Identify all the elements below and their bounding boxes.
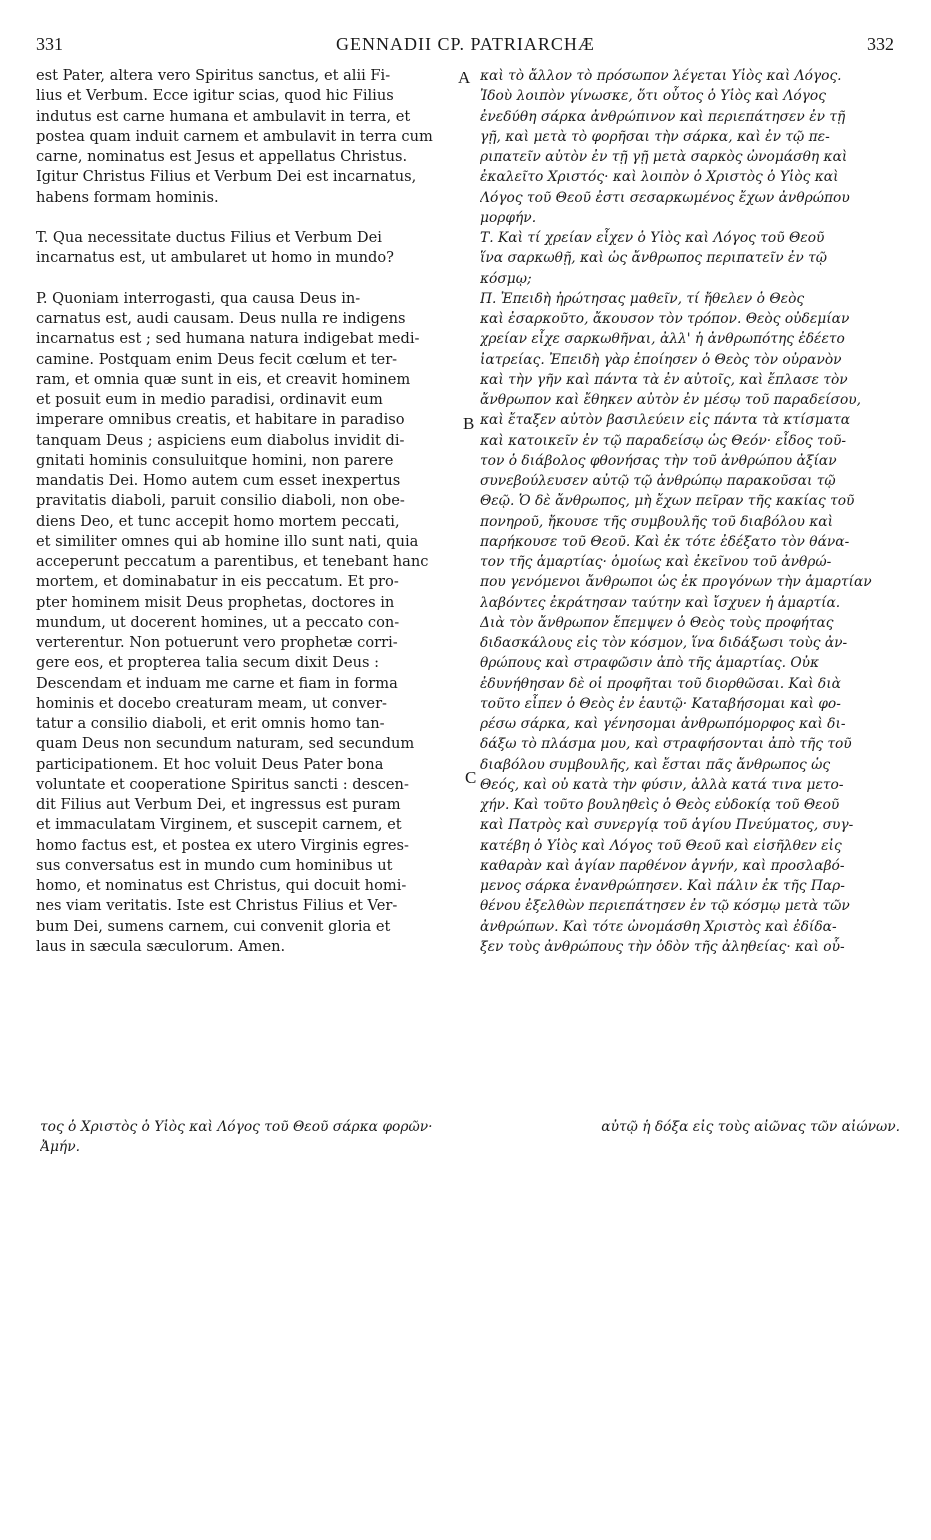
latin-text-line: camine. Postquam enim Deus fecit cœlum et ter- [36, 350, 398, 368]
latin-text-line: carne, nominatus est Jesus et appellatus Christus. [36, 148, 408, 165]
latin-text-line: mortem, et dominabatur in eis peccatum. Et pro- [36, 573, 399, 591]
greek-text-line: ἵνα σαρκωθῇ, καὶ ὡς ἄνθρωπος περιπατεῖν ἐν τῷ [480, 250, 828, 267]
latin-text-line: ram, et omnia quæ sunt in eis, et creavit hominem [36, 370, 411, 388]
latin-text-line: imperare omnibus creatis, et habitare in paradiso [36, 411, 405, 429]
latin-text-line: indutus est carne humana et ambulavit in terra, et [36, 107, 411, 125]
greek-text-line: Θεῷ. Ὁ δὲ ἄνθρωπος, μὴ ἔχων πεῖραν τῆς κακίας τοῦ [480, 493, 855, 510]
bottom-line-left: τος ὁ Χριστὸς ὁ Υἱὸς καὶ Λόγος τοῦ Θεοῦ σάρκα φορῶν· [40, 1119, 433, 1135]
greek-text-line: λαβόντες ἐκράτησαν ταύτην καὶ ἴσχυεν ἡ ἁμαρτία. [480, 594, 841, 611]
greek-text-line: Θεός, καὶ οὐ κατὰ τὴν φύσιν, ἀλλὰ κατά τινα μετο- [480, 776, 844, 793]
latin-text-line: gnitati hominis consuluitque homini, non parere [36, 451, 394, 469]
margin-marker-b: B [463, 414, 475, 433]
greek-text-line: μενος σάρκα ἐνανθρώπησεν. Καὶ πάλιν ἐκ τῆς Παρ- [480, 878, 845, 894]
greek-text-line: ἄνθρωπον καὶ ἔθηκεν αὐτὸν ἐν μέσῳ τοῦ παραδείσου, [480, 392, 862, 408]
greek-text-line: που γενόμενοι ἄνθρωποι ὡς ἐκ προγόνων τὴν ἁμαρτίαν [480, 574, 872, 591]
latin-text-line: et immaculatam Virginem, et suscepit carnem, et [36, 816, 402, 834]
greek-text-line: χήν. Καὶ τοῦτο βουληθεὶς ὁ Θεὸς εὐδοκίᾳ τοῦ Θεοῦ [480, 797, 840, 813]
latin-text-line: tanquam Deus ; aspiciens eum diabolus invidit di- [36, 431, 405, 449]
greek-text-line: Διὰ τὸν ἄνθρωπον ἔπεμψεν ὁ Θεὸς τοὺς προφήτας [480, 614, 834, 631]
greek-text-line: ἰατρείας. Ἐπειδὴ γὰρ ἐποίησεν ὁ Θεὸς τὸν οὐρανὸν [480, 351, 842, 368]
bottom-line-right: αὐτῷ ἡ δόξα εἰς τοὺς αἰῶνας τῶν αἰώνων. [601, 1119, 900, 1135]
greek-text-line: τοῦτο εἶπεν ὁ Θεὸς ἐν ἑαυτῷ· Καταβήσομαι καὶ φο- [480, 695, 841, 712]
latin-text-line: incarnatus est, ut ambularet ut homo in mundo? [36, 249, 394, 267]
greek-text-line: τον ὁ διάβολος φθονήσας τὴν τοῦ ἀνθρώπου ἀξίαν [480, 452, 837, 469]
latin-text-line: tatur a consilio diaboli, et erit omnis homo tan- [36, 715, 385, 732]
latin-text-line: hominis et docebo creaturam meam, ut conver- [36, 694, 387, 712]
greek-text-line: κόσμῳ; [480, 270, 532, 287]
latin-text-line: nes viam veritatis. Iste est Christus Filius et Ver- [36, 897, 398, 915]
latin-text-line: Igitur Christus Filius et Verbum Dei est incarnatus, [36, 168, 417, 186]
latin-text-line: P. Quoniam interrogasti, qua causa Deus in- [36, 289, 361, 307]
latin-text-line: incarnatus est ; sed humana natura indigebat medi- [36, 330, 420, 348]
latin-text-line: pter hominem misit Deus prophetas, doctores in [36, 593, 395, 611]
latin-text-line: pravitatis diaboli, paruit consilio diaboli, non obe- [36, 492, 405, 510]
latin-text-line: T. Qua necessitate ductus Filius et Verbum Dei [36, 229, 382, 246]
latin-text-line: acceperunt peccatum a parentibus, et tenebant hanc [36, 553, 429, 570]
bottom-amen: Ἀμήν. [40, 1139, 80, 1156]
latin-text-line: gere eos, et propterea talia secum dixit Deus : [36, 654, 380, 672]
greek-text-line: Λόγος τοῦ Θεοῦ ἐστι σεσαρκωμένος ἔχων ἀνθρώπου [480, 189, 850, 206]
latin-text-line: mandatis Dei. Homo autem cum esset inexpertus [36, 472, 401, 489]
greek-text-line: χρείαν εἶχε σαρκωθῆναι, ἀλλ' ἡ ἀνθρωπότης ἐδέετο [480, 331, 845, 348]
greek-text-line: γῇ, καὶ μετὰ τὸ φορῆσαι τὴν σάρκα, καὶ ἐν τῷ πε- [480, 128, 830, 145]
greek-text-line: θρώπους καὶ στραφῶσιν ἀπὸ τῆς ἁμαρτίας. Οὐκ [480, 655, 820, 672]
greek-text-line: Τ. Καὶ τί χρείαν εἶχεν ὁ Υἱὸς καὶ Λόγος τοῦ Θεοῦ [480, 230, 825, 246]
greek-text-line: καὶ ἔταξεν αὐτὸν βασιλεύειν εἰς πάντα τὰ κτίσματα [480, 412, 851, 429]
latin-text-line: postea quam induit carnem et ambulavit in terra cum [36, 127, 433, 145]
latin-text-line: quam Deus non secundum naturam, sed secundum [36, 735, 415, 753]
greek-text-line: συνεβούλευσεν αὐτῷ τῷ ἀνθρώπῳ παρακοῦσαι τῷ [480, 473, 836, 489]
greek-text-line: ρέσω σάρκα, καὶ γένησομαι ἀνθρωπόμορφος καὶ δι- [480, 716, 846, 732]
latin-text-line: bum Dei, sumens carnem, cui convenit gloria et [36, 917, 391, 935]
margin-marker-a: A [458, 68, 471, 87]
margin-marker-c: C [465, 768, 477, 787]
greek-text-line: ξεν τοὺς ἀνθρώπους τὴν ὁδὸν τῆς ἀληθείας· καὶ οὗ- [480, 938, 845, 955]
page-number-right: 332 [867, 34, 894, 54]
greek-text-line: καὶ τὸ ἄλλον τὸ πρόσωπον λέγεται Υἱὸς καὶ Λόγος. [480, 68, 842, 84]
greek-text-line: ἐνεδύθη σάρκα ἀνθρώπινον καὶ περιεπάτησεν ἐν τῇ [480, 108, 846, 125]
latin-text-line: carnatus est, audi causam. Deus nulla re indigens [36, 310, 406, 327]
latin-text-line [36, 269, 456, 289]
latin-text-line: laus in sæcula sæculorum. Amen. [36, 937, 286, 955]
greek-text-line: παρήκουσε τοῦ Θεοῦ. Καὶ ἐκ τότε ἐδέξατο τὸν θάνα- [480, 533, 850, 550]
greek-text-line: ἀνθρώπων. Καὶ τότε ὠνομάσθη Χριστὸς καὶ ἐδίδα- [480, 918, 837, 935]
latin-text-line: habens formam hominis. [36, 188, 219, 206]
greek-text-line: μορφήν. [480, 209, 537, 226]
greek-text-line: ἐδυνήθησαν δὲ οἱ προφῆται τοῦ διορθῶσαι. Καὶ διὰ [480, 675, 841, 692]
latin-text-line: homo, et nominatus est Christus, qui docuit homi- [36, 877, 407, 894]
bottom-line [40, 1117, 900, 1137]
latin-text-line: sus conversatus est in mundo cum hominibus ut [36, 856, 393, 874]
greek-text-line: τον τῆς ἁμαρτίας· ὁμοίως καὶ ἐκεῖνου τοῦ ἀνθρώ- [480, 554, 832, 570]
latin-text-line: voluntate et cooperatione Spiritus sancti : descen- [36, 775, 409, 793]
greek-text-line: Π. Ἐπειδὴ ἠρώτησας μαθεῖν, τί ἤθελεν ὁ Θεὸς [480, 290, 805, 307]
latin-text-line: et similiter omnes qui ab homine illo sunt nati, quia [36, 532, 419, 550]
greek-text-line: πονηροῦ, ἤκουσε τῆς συμβουλῆς τοῦ διαβόλου καὶ [480, 513, 834, 530]
greek-text-line: καὶ τὴν γῆν καὶ πάντα τὰ ἐν αὐτοῖς, καὶ ἔπλασε τὸν [480, 371, 848, 388]
greek-text-line: καὶ ἐσαρκοῦτο, ἄκουσον τὸν τρόπον. Θεὸς οὐδεμίαν [480, 311, 850, 327]
latin-column [36, 66, 456, 957]
greek-text-line: Ἰδοὺ λοιπὸν γίνωσκε, ὅτι οὗτος ὁ Υἱὸς καὶ Λόγος [480, 88, 826, 105]
greek-column [480, 66, 898, 957]
greek-text-line: ἐκαλεῖτο Χριστός· καὶ λοιπὸν ὁ Χριστὸς ὁ Υἱὸς καὶ [480, 169, 839, 186]
latin-text-line: homo factus est, et postea ex utero Virginis egres- [36, 836, 409, 854]
greek-text-line: θένου ἐξελθὼν περιεπάτησεν ἐν τῷ κόσμῳ μετὰ τῶν [480, 898, 850, 915]
latin-text-line: Descendam et induam me carne et fiam in forma [36, 674, 398, 692]
latin-text-line: lius et Verbum. Ecce igitur scias, quod hic Filius [36, 87, 394, 105]
greek-text-line: καθαρὰν καὶ ἁγίαν παρθένον ἁγνήν, καὶ προσλαβό- [480, 857, 845, 874]
greek-text-line: καὶ κατοικεῖν ἐν τῷ παραδείσῳ ὡς Θεόν· εἶδος τοῦ- [480, 432, 847, 449]
latin-text-line: verterentur. Non potuerunt vero prophetæ corri- [36, 634, 398, 651]
latin-text-line: diens Deo, et tunc accepit homo mortem peccati, [36, 512, 400, 530]
page-number-left: 331 [36, 34, 63, 54]
greek-text-line: ριπατεῖν αὐτὸν ἐν τῇ γῇ μετὰ σαρκὸς ὠνομάσθη καὶ [480, 149, 848, 165]
latin-text-line: dit Filius aut Verbum Dei, et ingressus est puram [36, 796, 401, 813]
page-header [36, 34, 894, 64]
greek-text-line: κατέβη ὁ Υἱὸς καὶ Λόγος τοῦ Θεοῦ καὶ εἰσῆλθεν εἰς [480, 837, 842, 854]
greek-text-line: διδασκάλους εἰς τὸν κόσμον, ἵνα διδάξωσι τοὺς ἀν- [480, 635, 848, 651]
latin-text-line: est Pater, altera vero Spiritus sanctus, et alii Fi- [36, 67, 391, 84]
greek-text-line: διαβόλου συμβουλῆς, καὶ ἔσται πᾶς ἄνθρωπος ὡς [480, 756, 831, 773]
greek-text-line: δάξω τὸ πλάσμα μου, καὶ στραφήσονται ἀπὸ τῆς τοῦ [480, 736, 852, 753]
running-title: GENNADII CP. PATRIARCHÆ [336, 34, 595, 54]
latin-text-line: participationem. Et hoc voluit Deus Pater bona [36, 755, 384, 773]
latin-text-line [36, 208, 456, 228]
bottom-greek-continuation [40, 1117, 900, 1158]
latin-text-line: mundum, ut docerent homines, ut a peccato con- [36, 613, 400, 631]
latin-text-line: et posuit eum in medio paradisi, ordinavit eum [36, 391, 383, 408]
greek-text-line: καὶ Πατρὸς καὶ συνεργίᾳ τοῦ ἁγίου Πνεύματος, συγ- [480, 817, 854, 834]
